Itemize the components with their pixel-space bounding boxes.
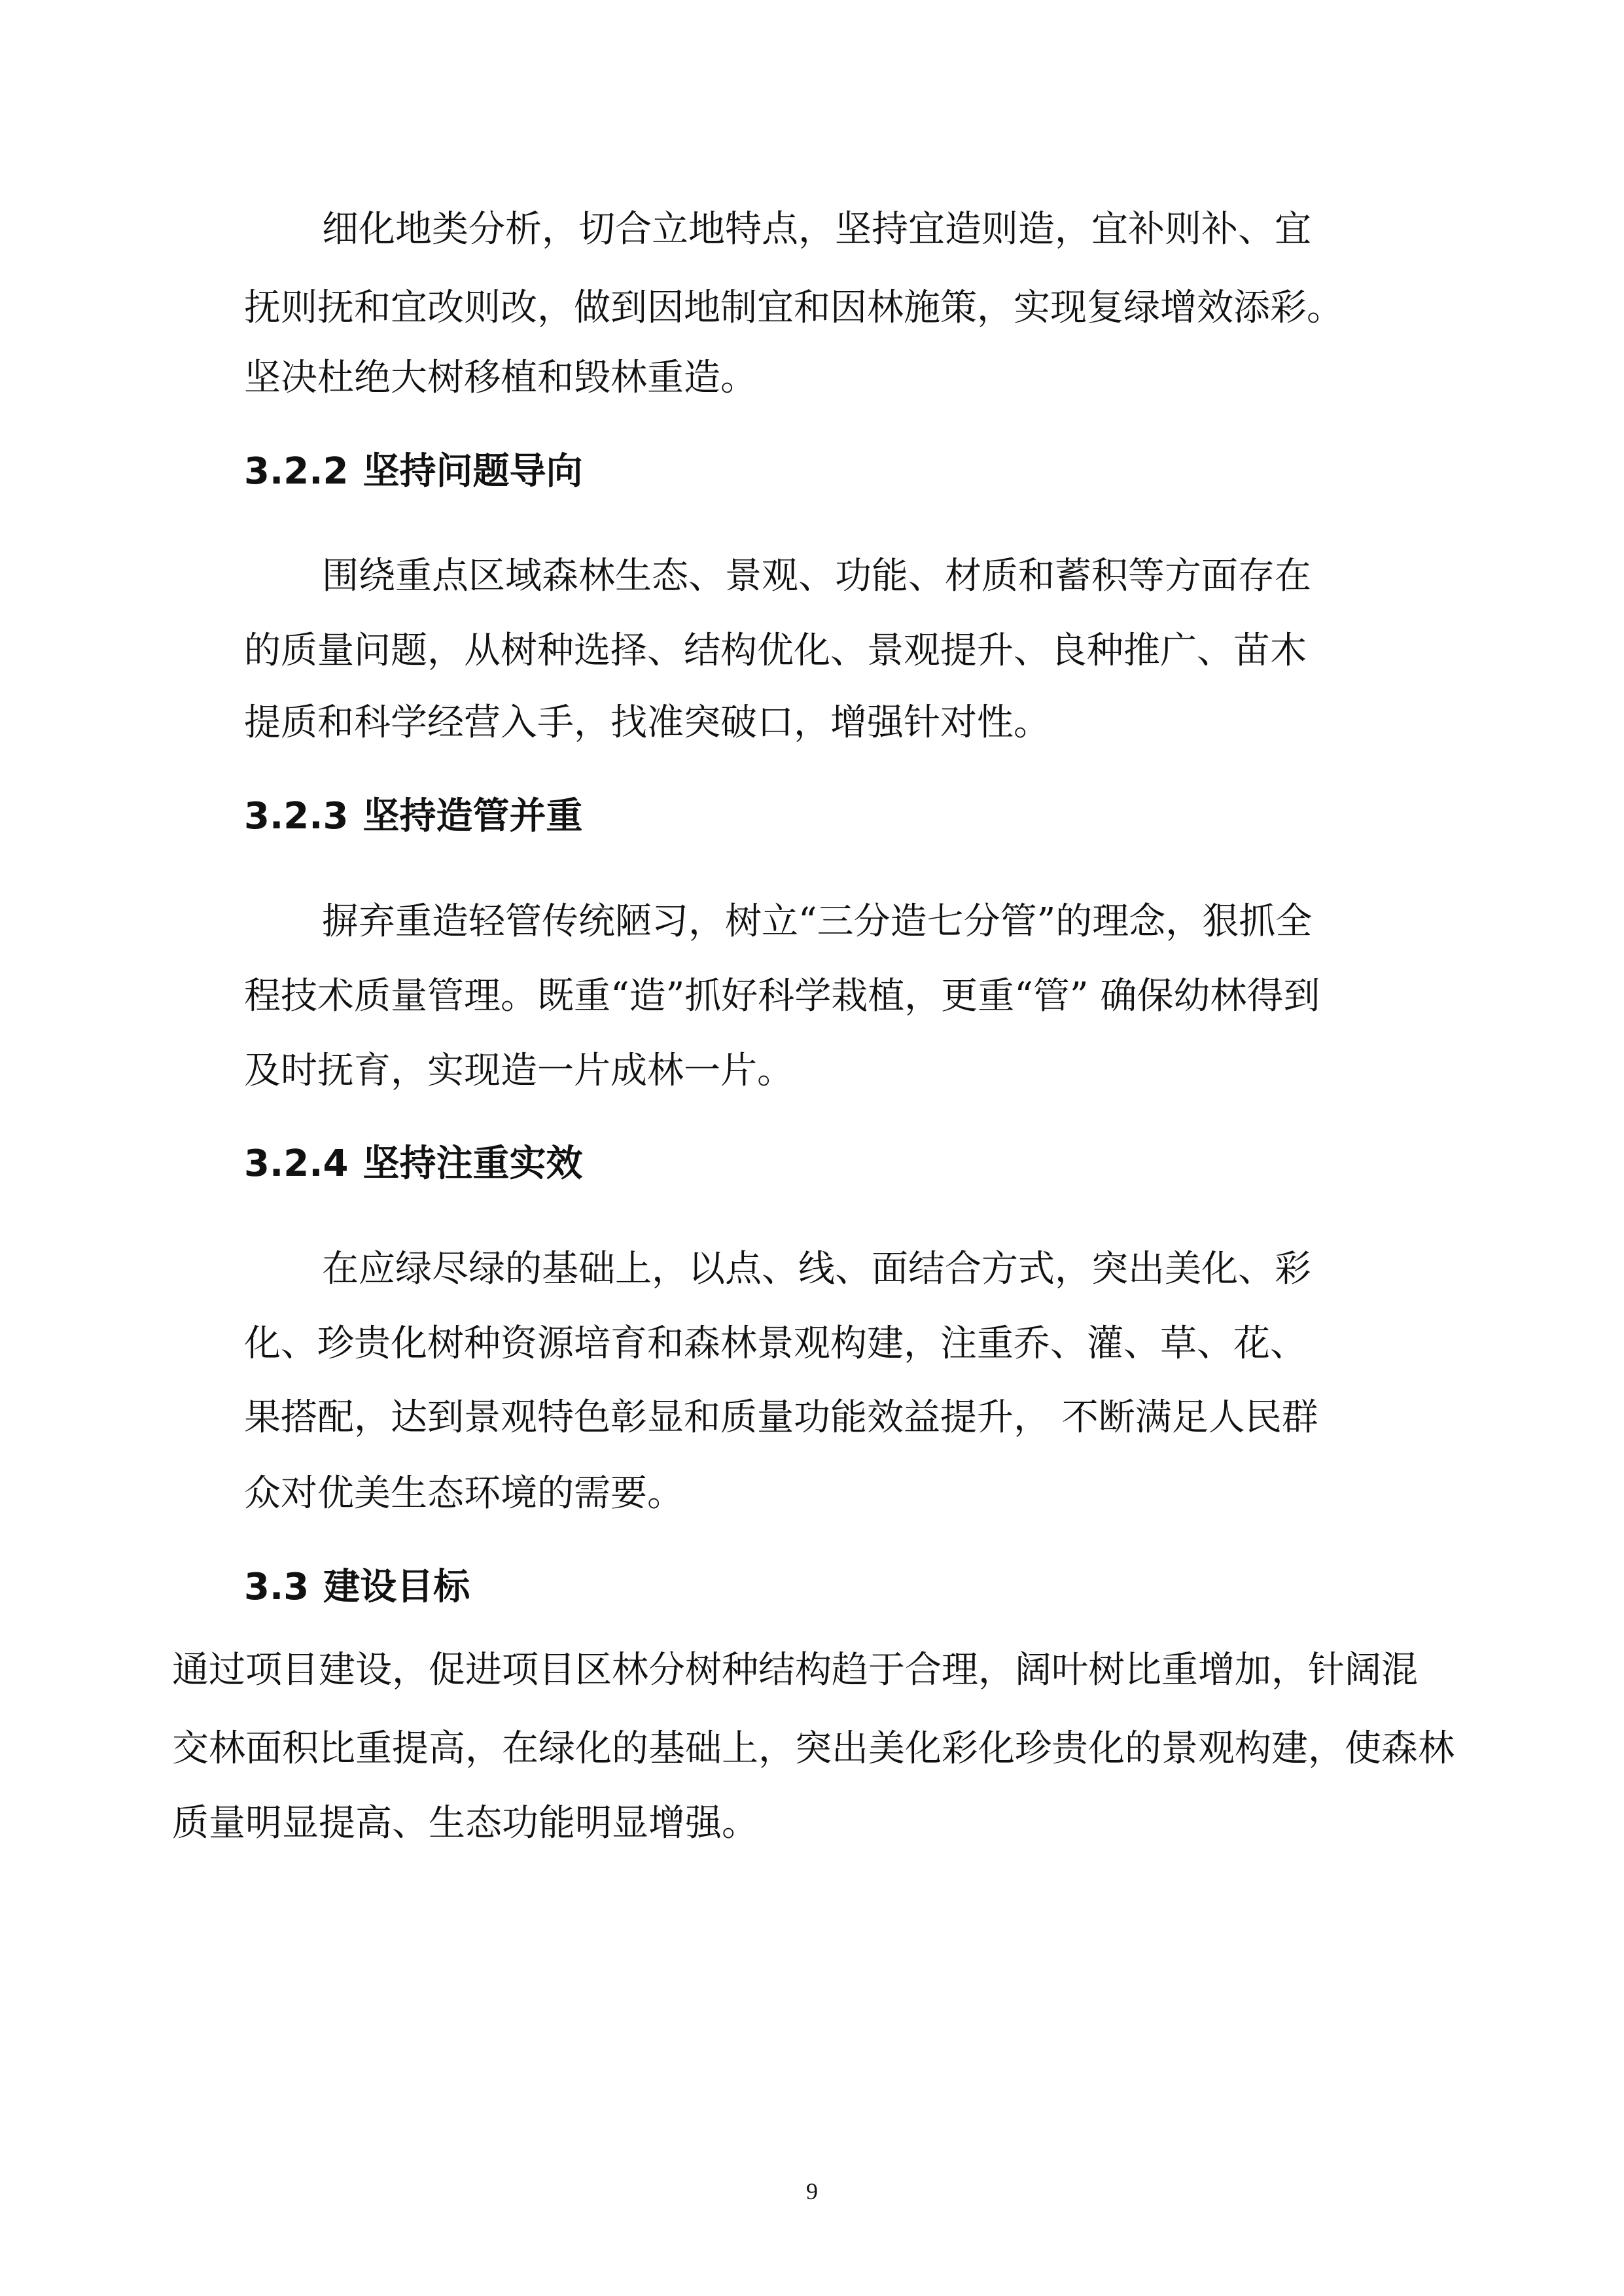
section-heading <box>244 450 582 493</box>
section-number: 3.2.4 <box>244 1142 349 1185</box>
text-line: 提质和科学经营入手，找准突破口，增强针对性。 <box>244 701 1050 744</box>
section-number: 3.2.2 <box>244 450 349 493</box>
text-line: 坚决杜绝大树移植和毁林重造。 <box>244 357 757 399</box>
section-heading <box>244 1566 470 1609</box>
section-title: 坚持问题导向 <box>362 450 583 493</box>
section-number: 3.2.3 <box>244 795 349 838</box>
text-line: 通过项目建设，促进项目区林分树种结构趋于合理，阔叶树比重增加，针阔混 <box>172 1649 1418 1691</box>
text-line: 及时抚育，实现造一片成林一片。 <box>244 1050 794 1092</box>
section-title: 坚持注重实效 <box>362 1142 583 1185</box>
section-title: 坚持造管并重 <box>362 795 583 838</box>
section-number: 3.3 <box>244 1566 309 1608</box>
text-line: 果搭配，达到景观特色彰显和质量功能效益提升， 不断满足人民群 <box>244 1396 1318 1439</box>
text-line: 围绕重点区域森林生态、景观、功能、材质和蓄积等方面存在 <box>322 555 1311 597</box>
section-heading <box>244 795 582 838</box>
section-heading <box>244 1142 582 1186</box>
text-line: 程技术质量管理。既重“造”抓好科学栽植，更重“管” 确保幼林得到 <box>244 975 1320 1017</box>
text-line: 细化地类分析，切合立地特点，坚持宜造则造，宜补则补、宜 <box>322 208 1311 251</box>
page-number: 9 <box>806 2178 818 2204</box>
text-line: 交林面积比重提高，在绿化的基础上，突出美化彩化珍贵化的景观构建，使森林 <box>172 1727 1455 1770</box>
text-line: 抚则抚和宜改则改，做到因地制宜和因林施策，实现复绿增效添彩。 <box>244 287 1343 329</box>
text-line: 化、珍贵化树种资源培育和森林景观构建，注重乔、灌、草、花、 <box>244 1322 1307 1365</box>
text-line: 众对优美生态环境的需要。 <box>244 1472 684 1515</box>
text-line: 摒弃重造轻管传统陋习，树立“三分造七分管”的理念，狠抓全 <box>322 900 1313 943</box>
section-title: 建设目标 <box>323 1566 470 1608</box>
text-line: 在应绿尽绿的基础上，以点、线、面结合方式，突出美化、彩 <box>322 1248 1311 1290</box>
text-line: 的质量问题，从树种选择、结构优化、景观提升、良种推广、苗木 <box>244 629 1307 672</box>
text-line: 质量明显提高、生态功能明显增强。 <box>172 1802 758 1845</box>
